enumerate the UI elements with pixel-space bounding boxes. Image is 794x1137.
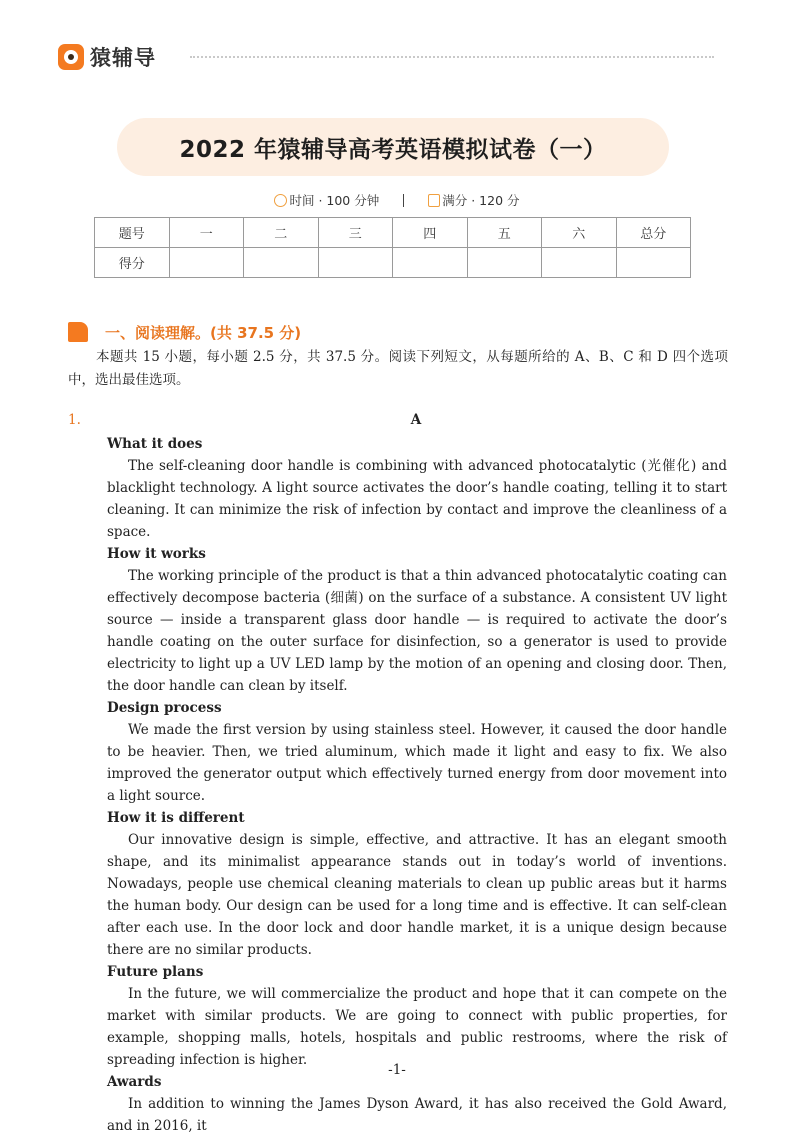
score-cell: 一 — [169, 218, 244, 248]
passage-heading: Future plans — [107, 964, 204, 980]
score-blank-cell[interactable] — [169, 248, 244, 278]
section-instruction: 本题共 15 小题，每小题 2.5 分，共 37.5 分。阅读下列短文，从每题所给的 A、B、C 和 D 四个选项中，选出最佳选项。 — [68, 349, 728, 388]
passage-paragraph: The working principle of the product is that a thin advanced photocatalytic coating can effectively decompose bacteria (细菌) on the surface of a substance. A consistent UV light source — inside a transparent glass door handle — is required to activate the door’s handle coating on the outer surface for disinfection, so a generator is used to provide electricity to light up a UV LED lamp by the motion of an opening and closing door. Then, the door handle can clean by itself. — [107, 568, 727, 694]
score-blank-cell[interactable] — [318, 248, 393, 278]
passage-heading: What it does — [107, 436, 203, 452]
score-table-score-row — [95, 248, 691, 278]
score-blank-cell[interactable] — [244, 248, 319, 278]
score-icon — [428, 194, 440, 207]
passage-heading: Design process — [107, 700, 222, 716]
score-cell: 六 — [542, 218, 617, 248]
passage-paragraph: Our innovative design is simple, effective, and attractive. It has an elegant smooth shape, and its minimalist appearance stands out in today’s world of inventions. Nowadays, people use chemical cleaning materials to clean up public areas but it harms the human body. Our design can be used for a long time and is effective. It can self-clean after each use. In the door lock and door handle market, it is a unique design because there are no similar products. — [107, 832, 727, 958]
score-blank-cell[interactable] — [467, 248, 542, 278]
logo-icon — [58, 44, 84, 70]
reading-passage — [107, 433, 727, 1137]
full-score: 满分 · 120 分 — [442, 193, 520, 208]
score-cell: 五 — [467, 218, 542, 248]
section-title: 一、阅读理解。(共 37.5 分) — [105, 324, 302, 342]
passage-paragraph: The self-cleaning door handle is combining with advanced photocatalytic (光催化) and blacklight technology. A light source activates the door’s handle coating, telling it to start cleaning. It can minimize the risk of infection by contact and improve the cleanliness of a space. — [107, 458, 727, 540]
score-cell: 三 — [318, 218, 393, 248]
brand-logo — [58, 42, 156, 72]
score-row-label: 得分 — [95, 248, 170, 278]
passage-paragraph: We made the first version by using stainless steel. However, it caused the door handle to be heavier. Then, we tried aluminum, which made it light and easy to fix. We also improved the generator output which effectively turned energy from door movement into a light source. — [107, 722, 727, 804]
score-table — [94, 217, 691, 278]
passage-heading: How it is different — [107, 810, 245, 826]
passage-heading: Awards — [107, 1074, 162, 1090]
passage-heading: How it works — [107, 546, 206, 562]
time-limit: 时间 · 100 分钟 — [289, 193, 380, 208]
header-divider — [190, 56, 714, 58]
score-cell: 四 — [393, 218, 468, 248]
passage-paragraph: In addition to winning the James Dyson Award, it has also received the Gold Award, and in 2016, it — [107, 1096, 727, 1134]
score-cell: 二 — [244, 218, 319, 248]
score-table-header-row — [95, 218, 691, 248]
logo-text: 猿辅导 — [90, 46, 156, 70]
section-marker-icon — [68, 322, 88, 342]
exam-meta — [0, 191, 794, 209]
score-blank-cell[interactable] — [542, 248, 617, 278]
question-number: 1. — [68, 412, 81, 428]
score-cell: 总分 — [616, 218, 691, 248]
page-number: -1- — [388, 1062, 406, 1078]
page-title: 2022 年猿辅导高考英语模拟试卷（一） — [179, 136, 607, 163]
clock-icon — [274, 194, 287, 207]
title-banner — [117, 118, 669, 176]
passage-letter: A — [410, 412, 422, 428]
passage-paragraph: In the future, we will commercialize the product and hope that it can compete on the market with similar products. We are going to connect with public properties, for example, shopping malls, hotels, hospitals and public restrooms, where the risk of spreading infection is higher. — [107, 986, 727, 1068]
score-cell: 题号 — [95, 218, 170, 248]
meta-separator — [403, 194, 404, 207]
score-blank-cell[interactable] — [393, 248, 468, 278]
score-blank-cell[interactable] — [616, 248, 691, 278]
